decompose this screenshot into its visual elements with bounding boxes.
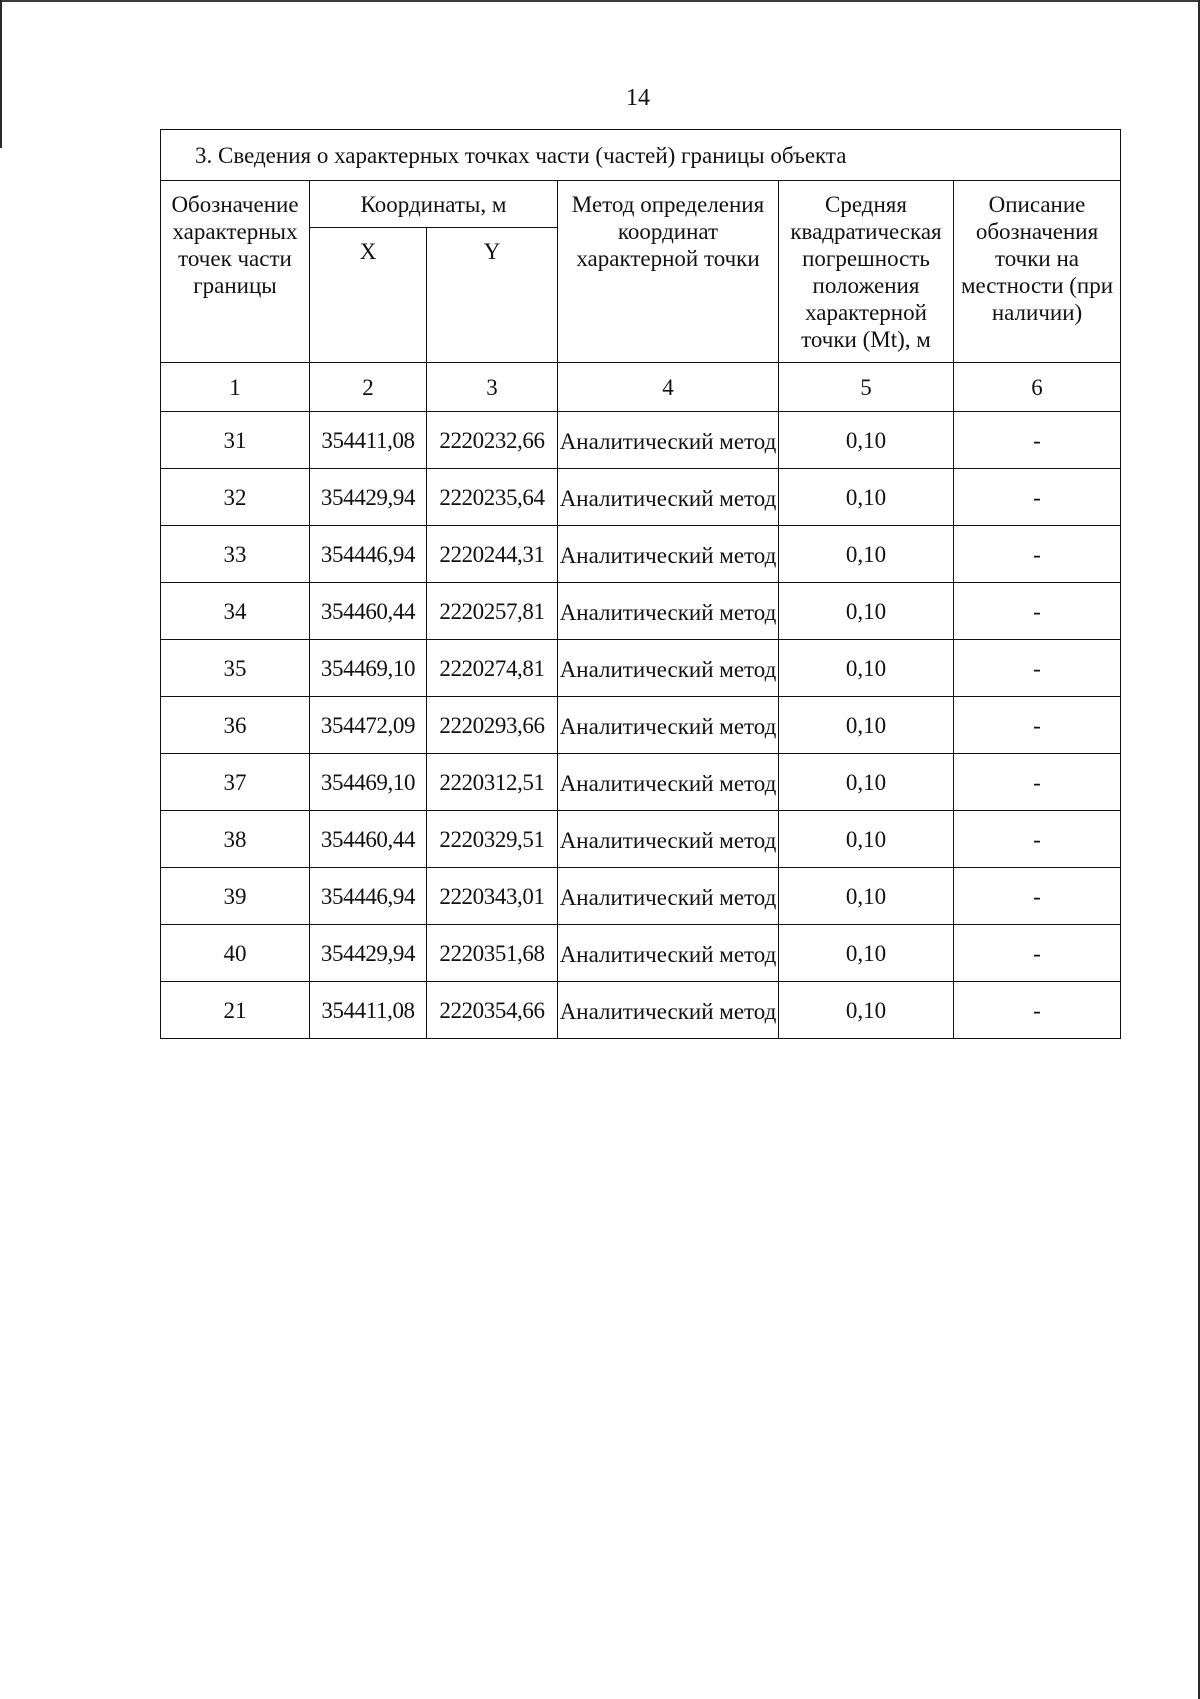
x-coordinate-cell: 354429,94 [310,925,427,982]
y-coordinate-cell: 2220343,01 [427,868,558,925]
error-cell: 0,10 [779,925,954,982]
description-cell: - [954,412,1121,469]
header-y: Y [427,228,558,363]
table-row [161,868,1121,925]
column-number: 5 [779,363,954,412]
y-coordinate-cell: 2220232,66 [427,412,558,469]
table-row [161,982,1121,1039]
x-coordinate-cell: 354446,94 [310,526,427,583]
table-row [161,412,1121,469]
method-cell: Аналитический метод [558,526,779,583]
method-cell: Аналитический метод [558,640,779,697]
x-coordinate-cell: 354460,44 [310,583,427,640]
error-cell: 0,10 [779,697,954,754]
column-number: 4 [558,363,779,412]
x-coordinate-cell: 354469,10 [310,640,427,697]
header-method: Метод определения координат характерной точки [558,181,779,363]
column-number-row [161,363,1121,412]
y-coordinate-cell: 2220354,66 [427,982,558,1039]
x-coordinate-cell: 354411,08 [310,982,427,1039]
point-id-cell: 33 [161,526,310,583]
y-coordinate-cell: 2220312,51 [427,754,558,811]
table-row [161,925,1121,982]
boundary-points-table [160,129,1121,1039]
error-cell: 0,10 [779,982,954,1039]
table-row [161,583,1121,640]
description-cell: - [954,982,1121,1039]
table-row [161,754,1121,811]
column-number: 1 [161,363,310,412]
method-cell: Аналитический метод [558,811,779,868]
table-body [161,130,1121,1039]
description-cell: - [954,925,1121,982]
description-cell: - [954,583,1121,640]
caption-row [161,130,1121,181]
y-coordinate-cell: 2220293,66 [427,697,558,754]
method-cell: Аналитический метод [558,925,779,982]
description-cell: - [954,868,1121,925]
y-coordinate-cell: 2220257,81 [427,583,558,640]
table-caption: 3. Сведения о характерных точках части (частей) границы объекта [161,130,1121,181]
method-cell: Аналитический метод [558,697,779,754]
error-cell: 0,10 [779,469,954,526]
column-number: 2 [310,363,427,412]
scan-edge-left [0,0,2,148]
point-id-cell: 32 [161,469,310,526]
x-coordinate-cell: 354446,94 [310,868,427,925]
description-cell: - [954,526,1121,583]
header-row [161,181,1121,228]
error-cell: 0,10 [779,754,954,811]
table-row [161,526,1121,583]
point-id-cell: 35 [161,640,310,697]
point-id-cell: 36 [161,697,310,754]
header-coordinates: Координаты, м [310,181,558,228]
y-coordinate-cell: 2220351,68 [427,925,558,982]
method-cell: Аналитический метод [558,754,779,811]
x-coordinate-cell: 354429,94 [310,469,427,526]
x-coordinate-cell: 354469,10 [310,754,427,811]
error-cell: 0,10 [779,526,954,583]
y-coordinate-cell: 2220235,64 [427,469,558,526]
error-cell: 0,10 [779,583,954,640]
description-cell: - [954,811,1121,868]
column-number: 3 [427,363,558,412]
table-row [161,811,1121,868]
error-cell: 0,10 [779,811,954,868]
method-cell: Аналитический метод [558,982,779,1039]
error-cell: 0,10 [779,412,954,469]
table-row [161,697,1121,754]
method-cell: Аналитический метод [558,469,779,526]
x-coordinate-cell: 354472,09 [310,697,427,754]
point-id-cell: 37 [161,754,310,811]
description-cell: - [954,697,1121,754]
x-coordinate-cell: 354460,44 [310,811,427,868]
point-id-cell: 34 [161,583,310,640]
y-coordinate-cell: 2220274,81 [427,640,558,697]
point-id-cell: 39 [161,868,310,925]
header-description: Описание обозначения точки на местности (при наличии) [954,181,1121,363]
method-cell: Аналитический метод [558,583,779,640]
error-cell: 0,10 [779,640,954,697]
column-number: 6 [954,363,1121,412]
point-id-cell: 40 [161,925,310,982]
header-x: X [310,228,427,363]
method-cell: Аналитический метод [558,412,779,469]
point-id-cell: 31 [161,412,310,469]
page-number: 14 [626,85,650,111]
error-cell: 0,10 [779,868,954,925]
table-row [161,640,1121,697]
table-row [161,469,1121,526]
description-cell: - [954,754,1121,811]
y-coordinate-cell: 2220329,51 [427,811,558,868]
point-id-cell: 21 [161,982,310,1039]
header-designation: Обозначение характерных точек части границы [161,181,310,363]
description-cell: - [954,469,1121,526]
description-cell: - [954,640,1121,697]
method-cell: Аналитический метод [558,868,779,925]
y-coordinate-cell: 2220244,31 [427,526,558,583]
x-coordinate-cell: 354411,08 [310,412,427,469]
header-mean-square-error: Средняя квадратическая погрешность положения характерной точки (Mt), м [779,181,954,363]
point-id-cell: 38 [161,811,310,868]
scan-edge-top [0,0,1200,2]
